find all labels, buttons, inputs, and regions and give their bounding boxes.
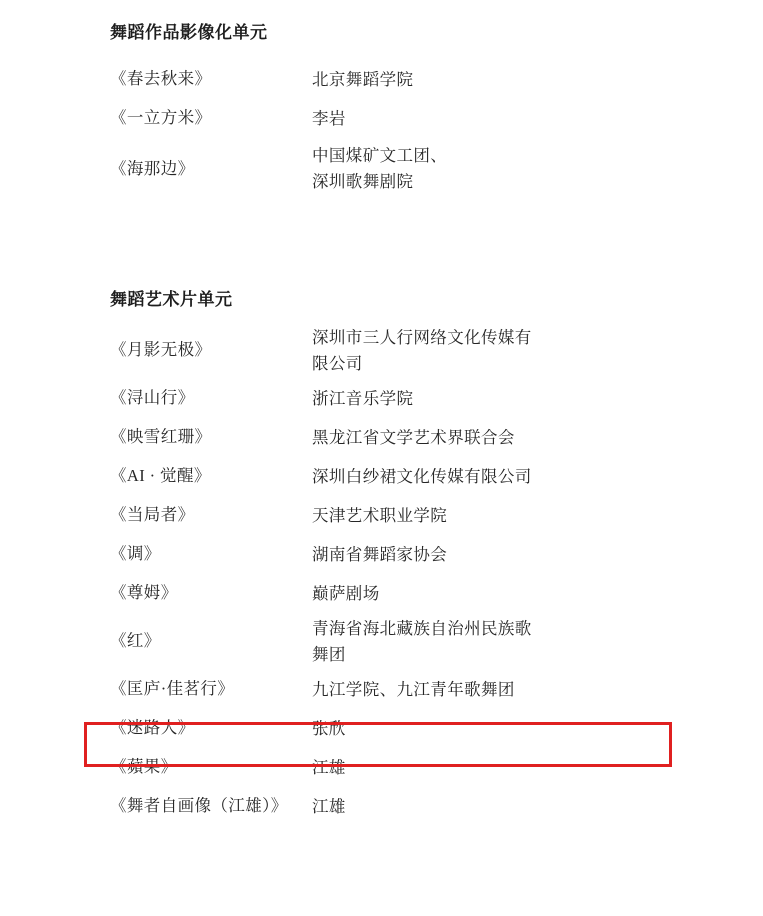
work-title: 《蘋果》 (110, 757, 178, 777)
work-organization: 巅萨剧场 (312, 583, 380, 603)
work-organization: 李岩 (312, 108, 346, 128)
work-title: 《春去秋来》 (110, 69, 212, 89)
work-organization: 黑龙江省文学艺术界联合会 (312, 427, 515, 447)
work-title: 《映雪红珊》 (110, 427, 212, 447)
work-organization: 九江学院、九江青年歌舞团 (312, 679, 515, 699)
work-title: 《迷路人》 (110, 718, 195, 738)
work-organization: 北京舞蹈学院 (312, 69, 414, 89)
table-row-highlighted (110, 670, 710, 709)
work-title: 《红》 (110, 631, 161, 651)
work-title: 《调》 (110, 544, 161, 564)
work-title: 《海那边》 (110, 158, 195, 178)
work-organization: 浙江音乐学院 (312, 388, 414, 408)
table-row (110, 709, 710, 748)
work-title: 《舞者自画像（江雄）》 (110, 796, 288, 816)
work-title: 《当局者》 (110, 505, 195, 525)
table-row (110, 787, 710, 826)
work-title: 《AI · 觉醒》 (110, 466, 211, 486)
work-title: 《浔山行》 (110, 388, 195, 408)
work-organization (310, 616, 710, 667)
work-organization-line-1: 深圳市三人行网络文化传媒有 (312, 327, 532, 347)
work-organization-line-2: 限公司 (312, 353, 363, 373)
table-row (110, 379, 710, 418)
table-row (110, 322, 710, 379)
work-organization: 天津艺术职业学院 (312, 505, 448, 525)
work-title: 《月影无极》 (110, 340, 212, 360)
section-heading-dance-art-film-unit: 舞蹈艺术片单元 (110, 290, 233, 309)
table-row (110, 138, 710, 200)
work-title: 《匡庐·佳茗行》 (110, 679, 235, 699)
work-organization-line-1: 青海省海北藏族自治州民族歌 (312, 618, 532, 638)
table-row (110, 60, 710, 99)
work-organization: 江雄 (312, 796, 346, 816)
work-organization (310, 143, 710, 194)
section-heading-dance-film-unit: 舞蹈作品影像化单元 (110, 23, 268, 42)
table-row (110, 496, 710, 535)
work-organization: 江雄 (312, 757, 346, 777)
table-row (110, 535, 710, 574)
table-row (110, 99, 710, 138)
section-2-rows (110, 322, 710, 826)
table-row (110, 613, 710, 670)
table-row (110, 457, 710, 496)
section-1-rows (110, 60, 710, 200)
work-title: 《尊姆》 (110, 583, 178, 603)
work-organization: 深圳白纱裙文化传媒有限公司 (312, 466, 532, 486)
table-row (110, 748, 710, 787)
work-organization-line-2: 深圳歌舞剧院 (312, 172, 414, 191)
work-title: 《一立方米》 (110, 108, 212, 128)
work-organization-line-2: 舞团 (312, 644, 346, 664)
work-organization: 湖南省舞蹈家协会 (312, 544, 448, 564)
table-row (110, 574, 710, 613)
work-organization (310, 325, 710, 376)
table-row (110, 418, 710, 457)
work-organization-line-1: 中国煤矿文工团、 (312, 146, 448, 166)
work-organization: 张欣 (312, 718, 346, 738)
